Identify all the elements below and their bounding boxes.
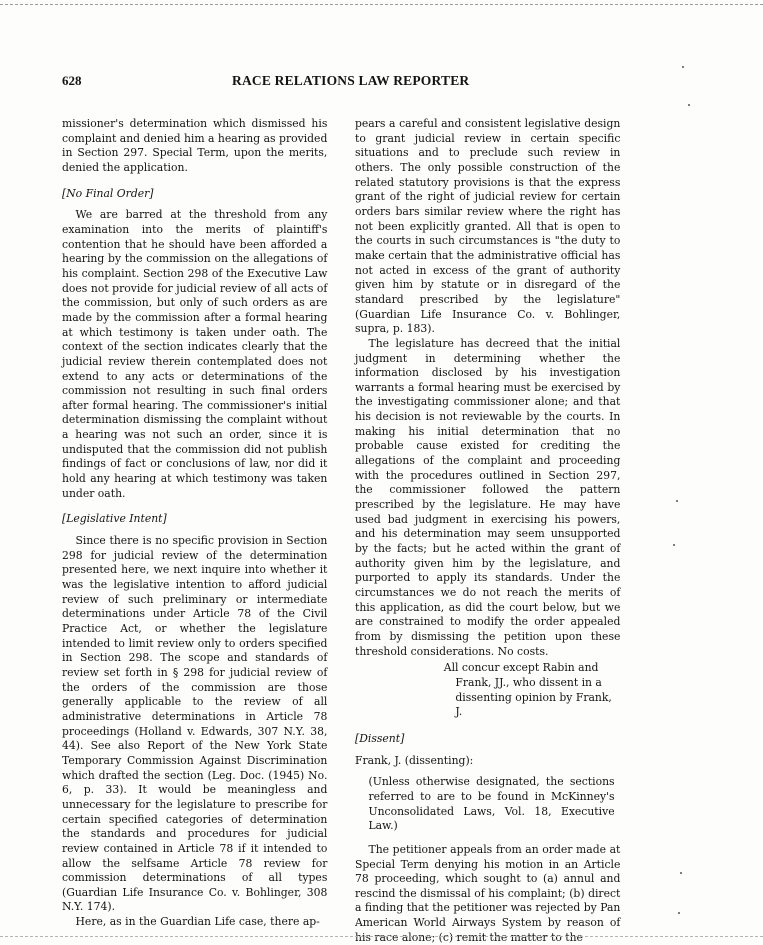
left-column bbox=[62, 117, 327, 930]
right-paragraph-1: pears a careful and consistent legislative design to grant judicial review in certain specific situations and to preclude such review in others. The only possible construction of the related statutory provisions is that the express grant of the right of judicial review for certain orders bars similar review where the right has not been explicitly granted. All that is open to the courts in such circumstances is "the duty to make certain that the administrative official has not acted in excess of the grant of authority given him by statute or in disregard of the standard prescribed by the legislature" (Guardian Life Insurance Co. v. Bohlinger, supra, p. 183). bbox=[355, 117, 621, 336]
concurrence-line-1: All concur except Rabin and bbox=[443, 661, 599, 675]
top-scan-edge bbox=[0, 4, 763, 5]
right-paragraph-3: The petitioner appeals from an order made at Special Term denying his motion in an Article 78 proceeding, which sought to (a) annul and rescind the dismissal of his complaint; (b) direct a finding that the petitioner was rejected by Pan American World Airways System by reason of his race alone; (c) remit the matter to the bbox=[355, 842, 621, 944]
scan-speck bbox=[678, 912, 680, 914]
running-title: RACE RELATIONS LAW REPORTER bbox=[232, 73, 470, 88]
concurrence-line-3: dissenting opinion by Frank, J. bbox=[455, 690, 612, 719]
left-paragraph-4: Here, as in the Guardian Life case, there ap- bbox=[75, 915, 320, 929]
section-heading-no-final-order: [No Final Order] bbox=[62, 186, 154, 200]
concurrence-line-2: Frank, JJ., who dissent in a bbox=[455, 675, 602, 689]
right-paragraph-2: The legislature has decreed that the initial judgment in determining whether the information disclosed by his investigation warrants a formal hearing must be exercised by the investigating commissioner alone; and that his decision is not reviewable by the courts. In making his initial determination that no probable cause existed for crediting the allegations of the complaint and proceeding with the procedures outlined in Section 297, the commissioner followed the pattern prescribed by the legislature. He may have used bad judgment in exercising his powers, and his determination may seem unsupported by the facts; but he acted within the grant of authority given him by the legislature, and purported to apply its standards. Under the circumstances we do not reach the merits of this application, as did the court below, but we are constrained to modify the order appealed from by dismissing the petition upon these threshold considerations. No costs. bbox=[355, 336, 621, 658]
dissent-note: (Unless otherwise designated, the sections referred to are to be found in McKinney's Unconsolidated Laws, Vol. 18, Executive Law.) bbox=[368, 775, 615, 833]
left-paragraph-1: missioner's determination which dismissed his complaint and denied him a hearing as provided in Section 297. Special Term, upon the merits, denied the application. bbox=[62, 117, 328, 174]
dissent-author: Frank, J. (dissenting): bbox=[355, 753, 474, 767]
left-paragraph-3: Since there is no specific provision in Section 298 for judicial review of the determination presented here, we next inquire into whether it was the legislative intention to afford judicial review of such preliminary or intermediate determinations under Article 78 of the Civil Practice Act, or whether the legislature intended to limit review only to orders specified in Section 298. The scope and standards of review set forth in § 298 for judicial review of the orders of the commission are those generally applicable to the review of all administrative determinations in Article 78 proceedings (Holland v. Edwards, 307 N.Y. 38, 44). See also Report of the New York State Temporary Commission Against Discrimination which drafted the section (Leg. Doc. (1945) No. 6, p. 33). It would be meaningless and unnecessary for the legislature to prescribe for certain specified categories of determination the standards and procedures for judicial review contained in Article 78 if it intended to allow the selfsame Article 78 review for commission determinations of all types (Guardian Life Insurance Co. v. Bohlinger, 308 N.Y. 174). bbox=[62, 534, 328, 914]
bottom-scan-edge bbox=[0, 936, 763, 937]
scan-speck bbox=[688, 104, 690, 106]
section-heading-dissent: [Dissent] bbox=[355, 731, 405, 745]
page-number: 628 bbox=[62, 73, 82, 88]
concurrence-note bbox=[355, 661, 620, 720]
page-header bbox=[62, 73, 632, 91]
scan-speck bbox=[680, 872, 682, 874]
right-column bbox=[355, 117, 620, 945]
scan-speck bbox=[682, 66, 684, 68]
scan-speck bbox=[676, 500, 678, 502]
section-heading-legislative-intent: [Legislative Intent] bbox=[62, 512, 167, 526]
left-paragraph-2: We are barred at the threshold from any examination into the merits of plaintiff's contention that he should have been afforded a hearing by the commission on the allegations of his complaint. Section 298 of the Executive Law does not provide for judicial review of all acts of the commission, but only of such orders as are made by the commission after a formal hearing at which testimony is taken under oath. The context of the section indicates clearly that the judicial review therein contemplated does not extend to any acts or determinations of the commission not resulting in such final orders after formal hearing. The commissioner's initial determination dismissing the complaint without a hearing was not such an order, since it is undisputed that the commission did not publish findings of fact or conclusions of law, nor did it hold any hearing at which testimony was taken under oath. bbox=[62, 208, 328, 500]
scan-speck bbox=[673, 544, 675, 546]
